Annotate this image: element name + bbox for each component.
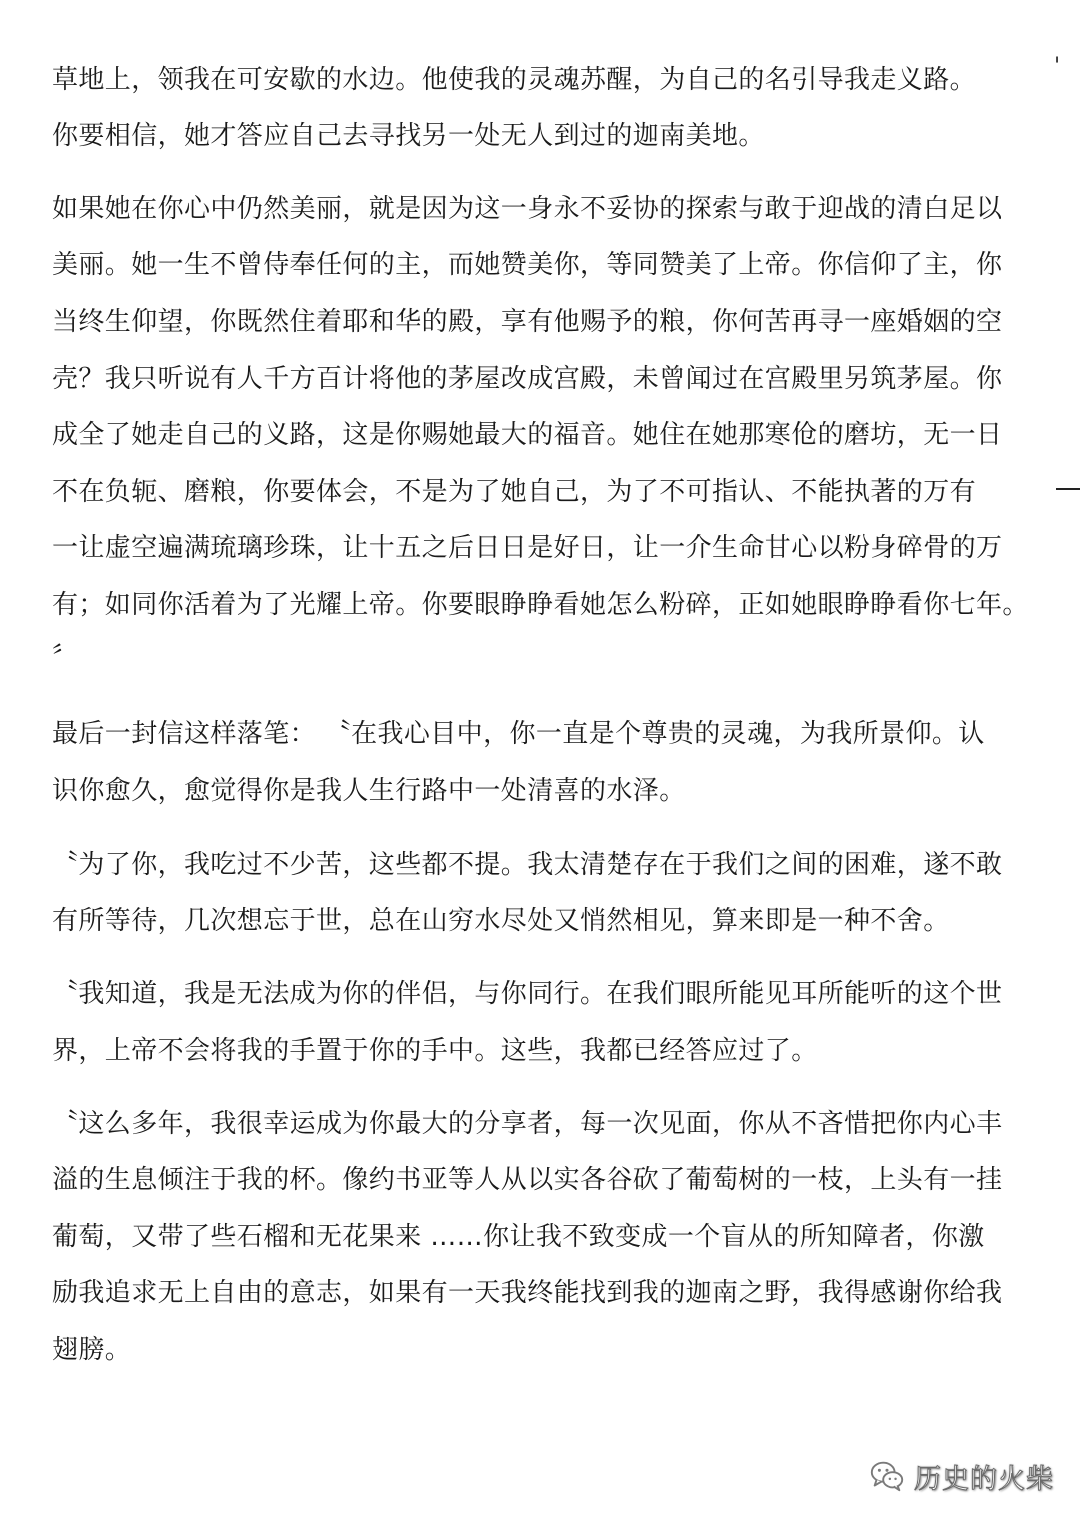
text-line: 〝这么多年，我很幸运成为你最大的分享者，每一次见面，你从不吝惜把你内心丰 [52, 1109, 1003, 1139]
text-line: 溢的生息倾注于我的杯。像约书亚等人从以实各谷砍了葡萄树的一枝，上头有一挂 [52, 1165, 1003, 1195]
text-line: 有所等待，几次想忘于世，总在山穷水尽处又悄然相见，算来即是一种不舍。 [52, 906, 950, 936]
corner-mark: ' [1054, 54, 1061, 79]
text-line: 成全了她走自己的义路，这是你赐她最大的福音。她住在她那寒伧的磨坊，无一日 [52, 420, 1003, 450]
text-line: 草地上，领我在可安歇的水边。他使我的灵魂苏醒，为自己的名引导我走义路。 [52, 65, 977, 95]
watermark-text: 历史的火柴 [914, 1463, 1054, 1495]
text-line: 葡萄，又带了些石榴和无花果来 ……你让我不致变成一个盲从的所知障者，你激 [52, 1222, 985, 1252]
text-line: 当终生仰望，你既然住着耶和华的殿，享有他赐予的粮，你何苦再寻一座婚姻的空 [52, 307, 1003, 337]
text-line: 〝为了你，我吃过不少苦，这些都不提。我太清楚存在于我们之间的困难，遂不敢 [52, 850, 1003, 880]
wechat-icon [868, 1457, 906, 1495]
text-line: 如果她在你心中仍然美丽，就是因为这一身永不妥协的探索与敢于迎战的清白足以 [52, 194, 1003, 224]
text-line: 壳？我只听说有人千方百计将他的茅屋改成宫殿，未曾闻过在宫殿里另筑茅屋。你 [52, 364, 1003, 394]
text-line: 不在负轭、磨粮，你要体会，不是为了她自己，为了不可指认、不能执著的万有 [52, 477, 977, 507]
closing-quote-line: 〞 [52, 643, 79, 673]
text-line: 界，上帝不会将我的手置于你的手中。这些，我都已经答应过了。 [52, 1036, 818, 1066]
text-line: 你要相信，她才答应自己去寻找另一处无人到过的迦南美地。 [52, 121, 765, 151]
text-line: 一让虚空遍满琉璃珍珠，让十五之后日日是好日，让一介生命甘心以粉身碎骨的万 [52, 533, 1003, 563]
text-line: 翅膀。 [52, 1335, 132, 1365]
text-line: 〝我知道，我是无法成为你的伴侣，与你同行。在我们眼所能见耳所能听的这个世 [52, 979, 1003, 1009]
text-line: 美丽。她一生不曾侍奉任何的主，而她赞美你，等同赞美了上帝。你信仰了主，你 [52, 250, 1003, 280]
text-line: 励我追求无上自由的意志，如果有一天我终能找到我的迦南之野，我得感谢你给我 [52, 1278, 1003, 1308]
text-line: 最后一封信这样落笔： 〝在我心目中，你一直是个尊贵的灵魂，为我所景仰。认 [52, 719, 985, 749]
edge-dash [1056, 488, 1080, 490]
text-line: 有；如同你活着为了光耀上帝。你要眼睁睁看她怎么粉碎，正如她眼睁睁看你七年。 [52, 590, 1029, 620]
text-line: 识你愈久，愈觉得你是我人生行路中一处清喜的水泽。 [52, 776, 686, 806]
watermark [868, 1456, 1054, 1496]
